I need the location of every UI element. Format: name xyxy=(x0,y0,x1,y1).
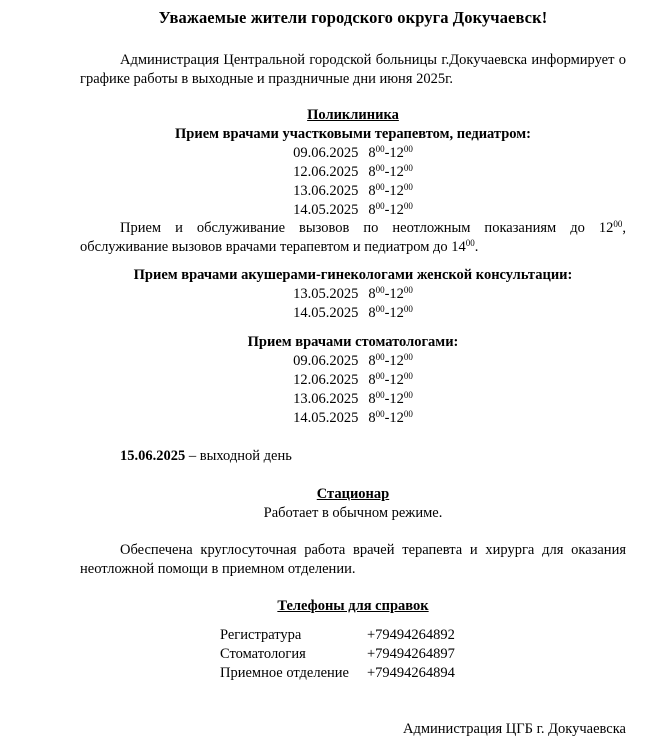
time-from-min: 00 xyxy=(375,163,385,173)
time-from-min: 00 xyxy=(375,285,385,295)
time-to-min: 00 xyxy=(403,390,413,400)
time-to-hour: 12 xyxy=(389,410,404,426)
time-from-min: 00 xyxy=(375,371,385,381)
day-off-date: 15.06.2025 xyxy=(120,448,186,464)
phone-row xyxy=(220,664,455,683)
schedule-date: 09.06.2025 xyxy=(293,353,359,369)
time-from-hour: 8 xyxy=(368,410,376,426)
urgent-note-part1: Прием и обслуживание вызовов по неотложным показаниям до 12 xyxy=(120,220,614,236)
time-to-hour: 12 xyxy=(389,164,404,180)
time-to-hour: 12 xyxy=(389,305,404,321)
dentists-schedule xyxy=(0,352,659,428)
time-from-hour: 8 xyxy=(368,145,376,161)
time-from-hour: 8 xyxy=(368,183,376,199)
schedule-row xyxy=(0,182,659,201)
time-from-min: 00 xyxy=(375,352,385,362)
phone-row xyxy=(220,626,455,645)
schedule-date: 13.06.2025 xyxy=(293,183,359,199)
emergency-note xyxy=(80,541,626,579)
time-dash: - xyxy=(384,305,390,321)
signature: Администрация ЦГБ г. Докучаевска xyxy=(403,721,626,737)
time-to-min: 00 xyxy=(403,144,413,154)
time-from-min: 00 xyxy=(375,144,385,154)
urgent-note-sup1: 00 xyxy=(613,219,623,229)
gynecologists-schedule xyxy=(0,285,659,323)
schedule-row xyxy=(0,371,659,390)
urgent-note-part3: . xyxy=(474,239,479,255)
hospital-heading: Стационар xyxy=(316,486,390,502)
intro-text: Администрация Центральной городской больницы г.Докучаевска информирует о графике работы в выходные и праздничные дни июня 2025г. xyxy=(80,52,626,87)
time-to-hour: 12 xyxy=(389,391,404,407)
time-dash: - xyxy=(384,202,390,218)
time-dash: - xyxy=(384,410,390,426)
schedule-date: 14.05.2025 xyxy=(293,305,359,321)
time-to-hour: 12 xyxy=(389,353,404,369)
time-from-hour: 8 xyxy=(368,305,376,321)
phones-heading: Телефоны для справок xyxy=(277,598,429,614)
gynecologists-heading: Прием врачами акушерами-гинекологами женской консультации: xyxy=(133,267,573,283)
time-to-hour: 12 xyxy=(389,286,404,302)
time-from-hour: 8 xyxy=(368,391,376,407)
urgent-note xyxy=(80,219,626,257)
urgent-note-sup2: 00 xyxy=(465,238,475,248)
phones-list xyxy=(220,626,455,683)
schedule-date: 09.06.2025 xyxy=(293,145,359,161)
time-dash: - xyxy=(384,164,390,180)
time-to-min: 00 xyxy=(403,304,413,314)
phone-number[interactable]: +79494264894 xyxy=(367,665,455,681)
time-dash: - xyxy=(384,353,390,369)
time-from-min: 00 xyxy=(375,201,385,211)
time-to-min: 00 xyxy=(403,163,413,173)
emergency-note-text: Обеспечена круглосуточная работа врачей терапевта и хирурга для оказания неотложной помощи в приемном отделении. xyxy=(80,542,626,577)
phone-number[interactable]: +79494264892 xyxy=(367,627,455,643)
time-to-min: 00 xyxy=(403,409,413,419)
time-to-min: 00 xyxy=(403,371,413,381)
time-from-hour: 8 xyxy=(368,202,376,218)
time-from-min: 00 xyxy=(375,182,385,192)
schedule-date: 14.05.2025 xyxy=(293,410,359,426)
time-to-min: 00 xyxy=(403,352,413,362)
time-to-hour: 12 xyxy=(389,183,404,199)
page-title: Уважаемые жители городского округа Докучаевск! xyxy=(158,8,548,27)
hospital-section xyxy=(0,485,659,523)
dentists-heading: Прием врачами стоматологами: xyxy=(247,334,459,350)
gynecologists-section xyxy=(0,266,659,323)
schedule-row xyxy=(0,144,659,163)
time-to-min: 00 xyxy=(403,201,413,211)
time-dash: - xyxy=(384,286,390,302)
time-from-min: 00 xyxy=(375,304,385,314)
urgent-note-part2: , обслуживание вызовов врачами терапевтом и педиатром до 14 xyxy=(80,220,626,255)
schedule-row xyxy=(0,390,659,409)
time-to-min: 00 xyxy=(403,182,413,192)
time-dash: - xyxy=(384,372,390,388)
time-dash: - xyxy=(384,391,390,407)
schedule-row xyxy=(0,409,659,428)
phones-section xyxy=(0,597,659,616)
phone-number[interactable]: +79494264897 xyxy=(367,646,455,662)
schedule-date: 14.05.2025 xyxy=(293,202,359,218)
time-to-hour: 12 xyxy=(389,145,404,161)
schedule-row xyxy=(0,163,659,182)
schedule-row xyxy=(0,285,659,304)
time-from-hour: 8 xyxy=(368,286,376,302)
schedule-date: 12.06.2025 xyxy=(293,164,359,180)
time-dash: - xyxy=(384,183,390,199)
time-to-hour: 12 xyxy=(389,202,404,218)
time-from-min: 00 xyxy=(375,390,385,400)
phone-label: Стоматология xyxy=(220,646,306,662)
time-from-min: 00 xyxy=(375,409,385,419)
therapists-heading: Прием врачами участковыми терапевтом, педиатром: xyxy=(175,126,531,142)
day-off-line xyxy=(120,447,292,466)
therapists-schedule xyxy=(0,144,659,220)
intro-paragraph xyxy=(80,51,626,89)
time-to-hour: 12 xyxy=(389,372,404,388)
time-from-hour: 8 xyxy=(368,372,376,388)
day-off-text: – выходной день xyxy=(185,448,292,464)
time-from-hour: 8 xyxy=(368,353,376,369)
hospital-text: Работает в обычном режиме. xyxy=(263,505,443,521)
schedule-row xyxy=(0,352,659,371)
time-from-hour: 8 xyxy=(368,164,376,180)
schedule-row xyxy=(0,304,659,323)
polyclinic-section xyxy=(0,106,659,220)
phone-label: Приемное отделение xyxy=(220,665,349,681)
schedule-date: 13.05.2025 xyxy=(293,286,359,302)
schedule-date: 12.06.2025 xyxy=(293,372,359,388)
schedule-row xyxy=(0,201,659,220)
polyclinic-heading: Поликлиника xyxy=(307,107,399,123)
time-to-min: 00 xyxy=(403,285,413,295)
time-dash: - xyxy=(384,145,390,161)
schedule-date: 13.06.2025 xyxy=(293,391,359,407)
dentists-section xyxy=(0,333,659,428)
phone-row xyxy=(220,645,455,664)
phone-label: Регистратура xyxy=(220,627,302,643)
